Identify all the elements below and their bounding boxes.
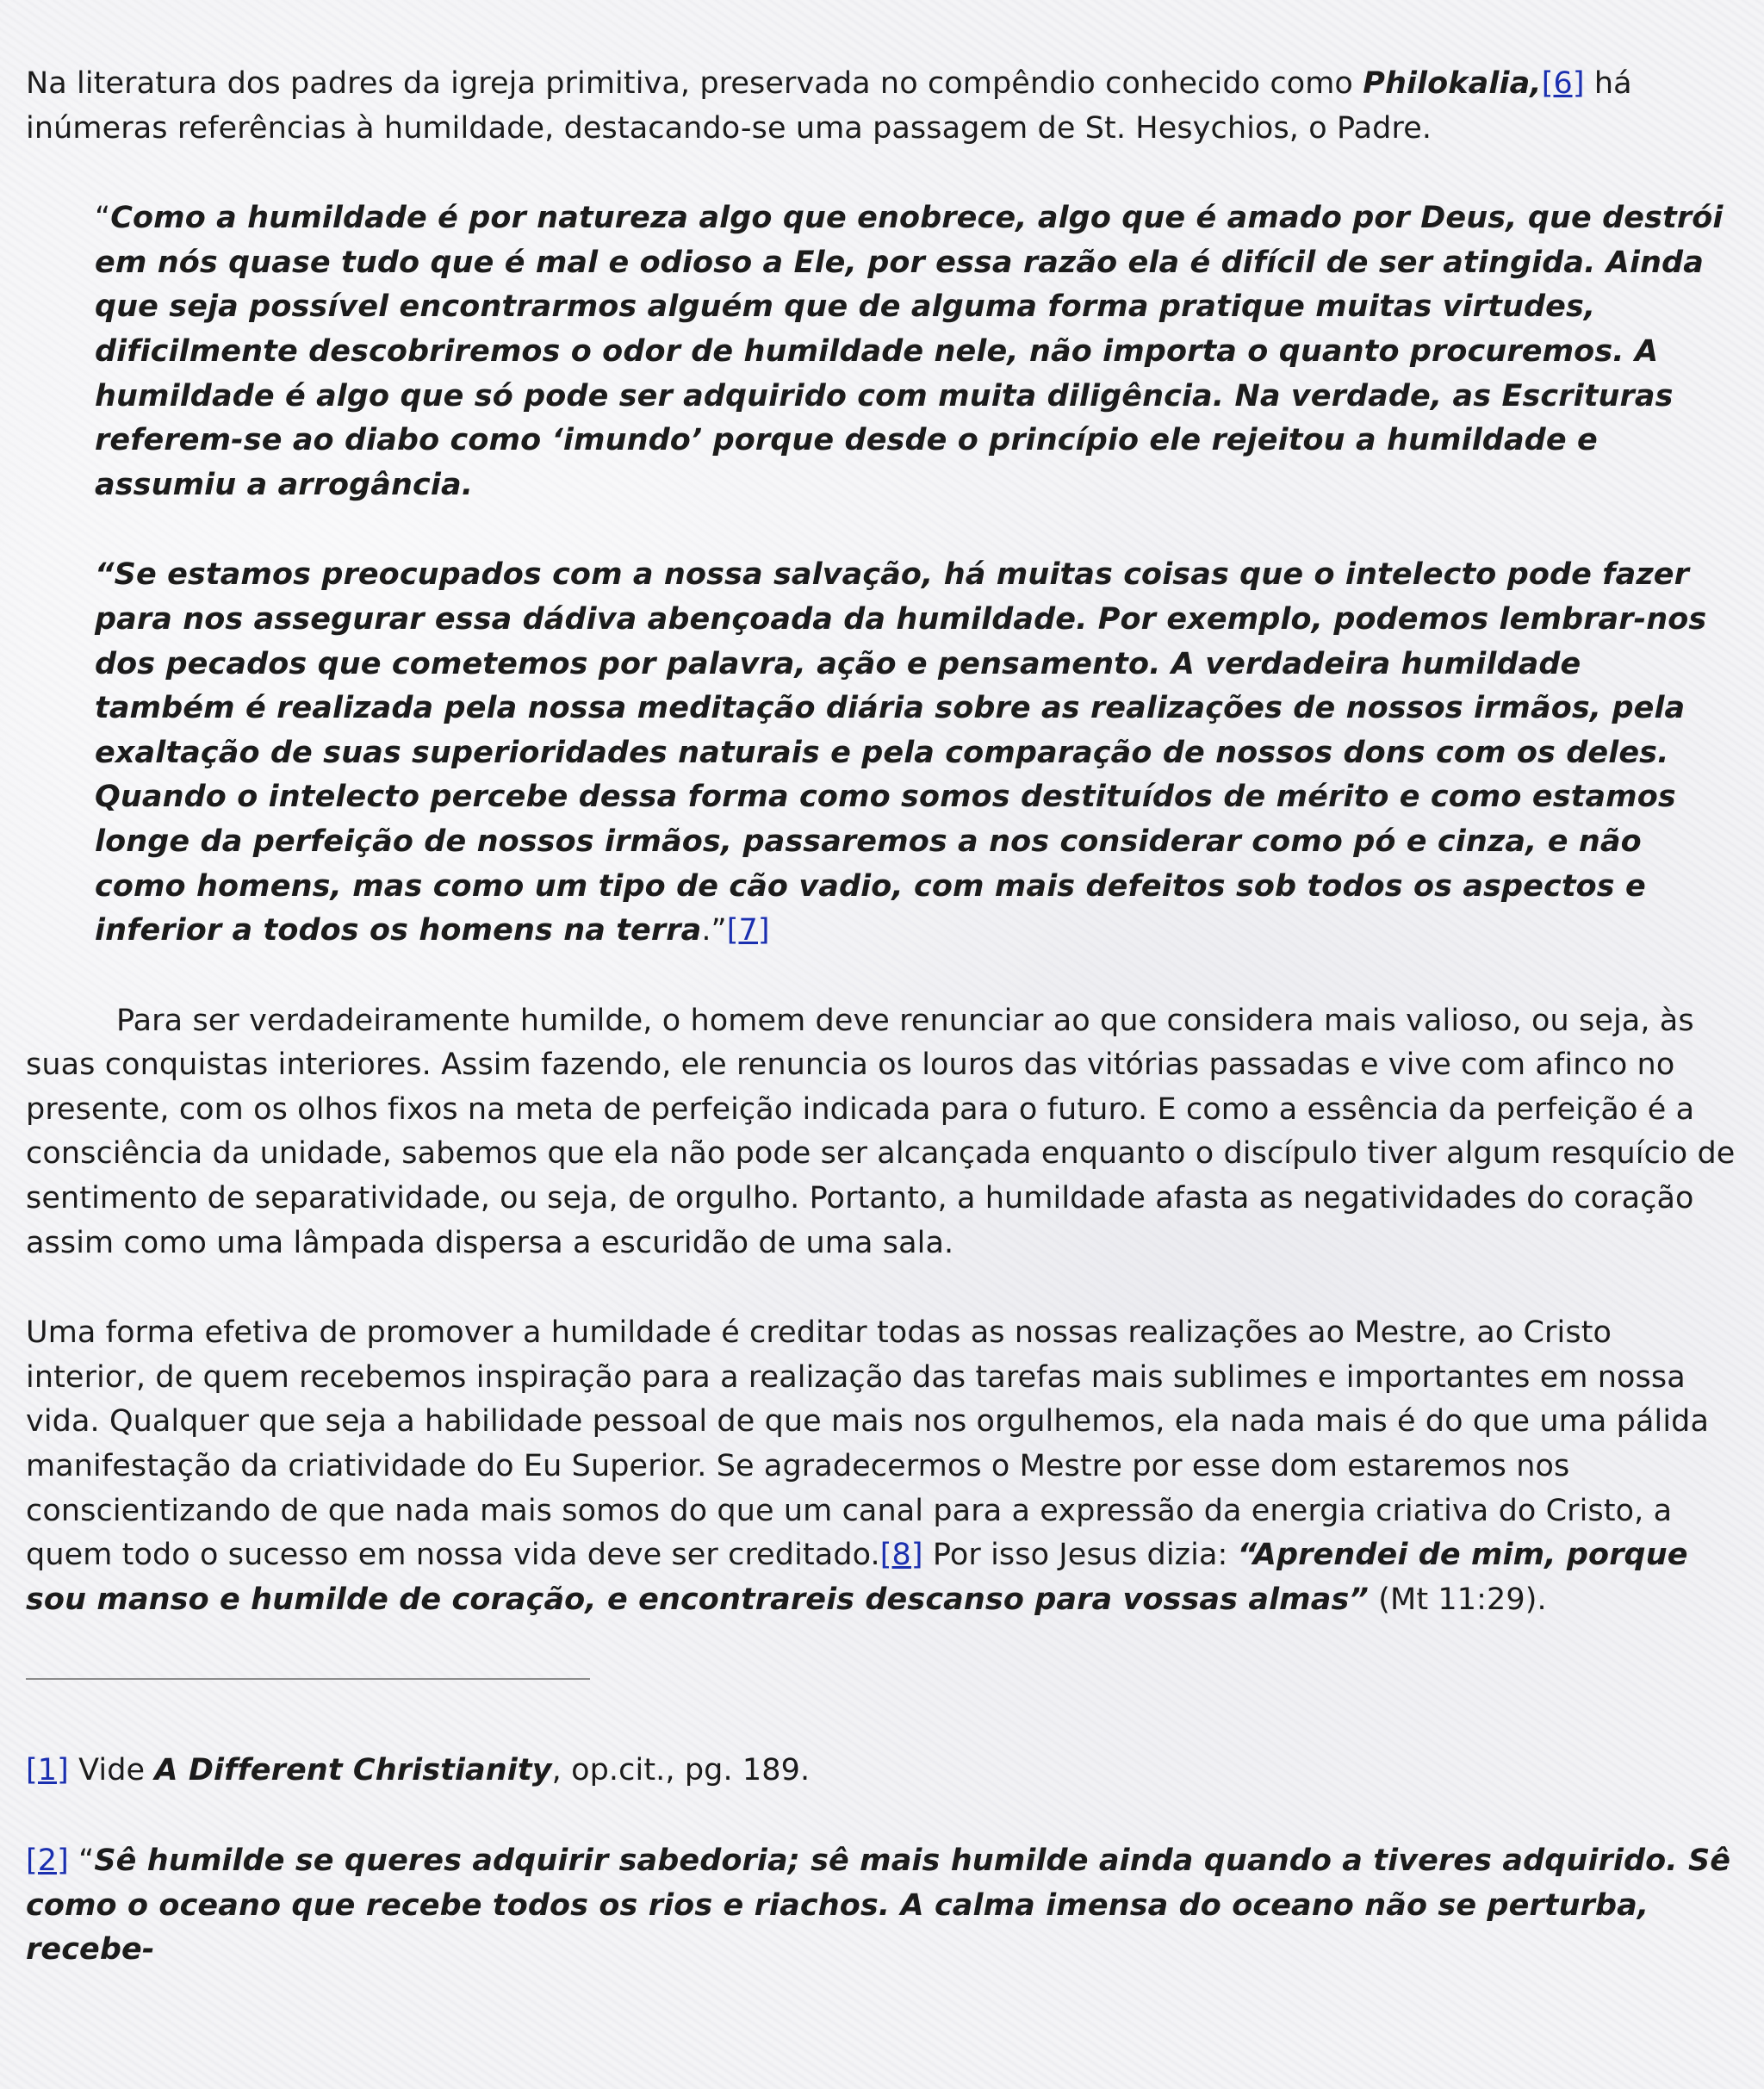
footnote-1-text: Vide: [68, 1753, 155, 1788]
paragraph-humility: Para ser verdadeiramente humilde, o homem deve renunciar ao que considera mais valioso, ou seja, às suas conquistas interiores. Assim fazendo, ele renuncia os louros das vitórias passadas e vive com afinco no presente, com os olhos fixos na meta de perfeição indicada para o futuro. E como a essência da perfeição é a consciência da unidade, sabemos que ela não pode ser alcançada enquanto o discípulo tiver algum resquício de sentimento de separatividade, ou seja, de orgulho. Portanto, a humildade afasta as negatividades do coração assim como uma lâmpada dispersa a escuridão de uma sala.: [26, 1003, 1736, 1260]
footnote-2-open: “: [68, 1843, 95, 1878]
quote-text-1: Como a humildade é por natureza algo que enobrece, algo que é amado por Deus, que destrói em nós quase tudo que é mal e odioso a Ele, por essa razão ela é difícil de ser atingida. Ainda que seja possível encontrarmos alguém que de alguma forma pratique muitas virtudes, dificilmente descobriremos o odor de humildade nele, não importa o quanto procuremos. A humildade é algo que só pode ser adquirido com muita diligência. Na verdade, as Escrituras referem-se ao diabo como ‘imundo’ porque desde o princípio ele rejeitou a humildade e assumiu a arrogância.: [95, 201, 1724, 502]
footnote-2-text: Sê humilde se queres adquirir sabedoria; sê mais humilde ainda quando a tiveres adquirido. Sê como o oceano que recebe todos os rios e riachos. A calma imensa do oceano não se perturba, recebe-: [26, 1843, 1731, 1968]
footnote-1-citation: , op.cit., pg. 189.: [551, 1753, 811, 1788]
footnotes-section: [26, 1749, 1740, 1972]
footnote-2: [26, 1839, 1740, 1973]
philokalia-title: Philokalia,: [1363, 66, 1542, 101]
footnote-1: [26, 1749, 1740, 1794]
master-text-2: Por isso Jesus dizia:: [922, 1538, 1238, 1573]
footnote-anchor-2[interactable]: [2]: [26, 1843, 69, 1878]
book-title: A Different Christianity: [154, 1753, 552, 1788]
footnote-link-8[interactable]: [8]: [879, 1538, 923, 1573]
paragraph-intro: [26, 62, 1740, 151]
quote-paragraph-2: [95, 553, 1731, 953]
footnote-divider: [26, 1678, 590, 1680]
quote-close-mark: .”: [701, 913, 727, 948]
scripture-reference: (Mt 11:29).: [1369, 1582, 1547, 1617]
quote-text-2: “Se estamos preocupados com a nossa salvação, há muitas coisas que o intelecto pode fazer para nos assegurar essa dádiva abençoada da humildade. Por exemplo, podemos lembrar-nos dos pecados que cometemos por palavra, ação e pensamento. A verdadeira humildade também é realizada pela nossa meditação diária sobre as realizações de nossos irmãos, pela exaltação de suas superioridades naturais e pela comparação de nossos dons com os deles. Quando o intelecto percebe dessa forma como somos destituídos de mérito e como estamos longe da perfeição de nossos irmãos, passaremos a nos considerar como pó e cinza, e não como homens, mas como um tipo de cão vadio, com mais defeitos sob todos os aspectos e inferior a todos os homens na terra: [95, 557, 1707, 948]
intro-text: Na literatura dos padres da igreja primitiva, preservada no compêndio conhecido como: [26, 66, 1363, 101]
intro-text-end: há inúmeras referências à humildade, destacando-se uma passagem de St. Hesychios, o Padre.: [26, 66, 1632, 146]
blockquote-hesychios-1: [95, 196, 1731, 507]
jesus-quote: “Aprendei de mim, porque sou manso e humilde de coração, e encontrareis descanso para vossas almas”: [26, 1538, 1688, 1617]
footnote-link-7[interactable]: [7]: [726, 913, 770, 948]
footnote-link-6[interactable]: [6]: [1541, 66, 1585, 101]
blockquote-hesychios-2: [95, 553, 1731, 953]
footnote-anchor-1[interactable]: [1]: [26, 1753, 69, 1788]
master-text: Uma forma efetiva de promover a humildade é creditar todas as nossas realizações ao Mestre, ao Cristo interior, de quem recebemos inspiração para a realização das tarefas mais sublimes e importantes em nossa vida. Qualquer que seja a habilidade pessoal de que mais nos orgulhemos, ela nada mais é do que uma pálida manifestação da criatividade do Eu Superior. Se agradecermos o Mestre por esse dom estaremos nos conscientizando de que nada mais somos do que um canal para a expressão da energia criativa do Cristo, a quem todo o sucesso em nossa vida deve ser creditado.: [26, 1315, 1710, 1573]
quote-paragraph-1: [95, 196, 1731, 507]
paragraph-master: [26, 1311, 1740, 1622]
quote-open-mark: “: [95, 201, 111, 236]
